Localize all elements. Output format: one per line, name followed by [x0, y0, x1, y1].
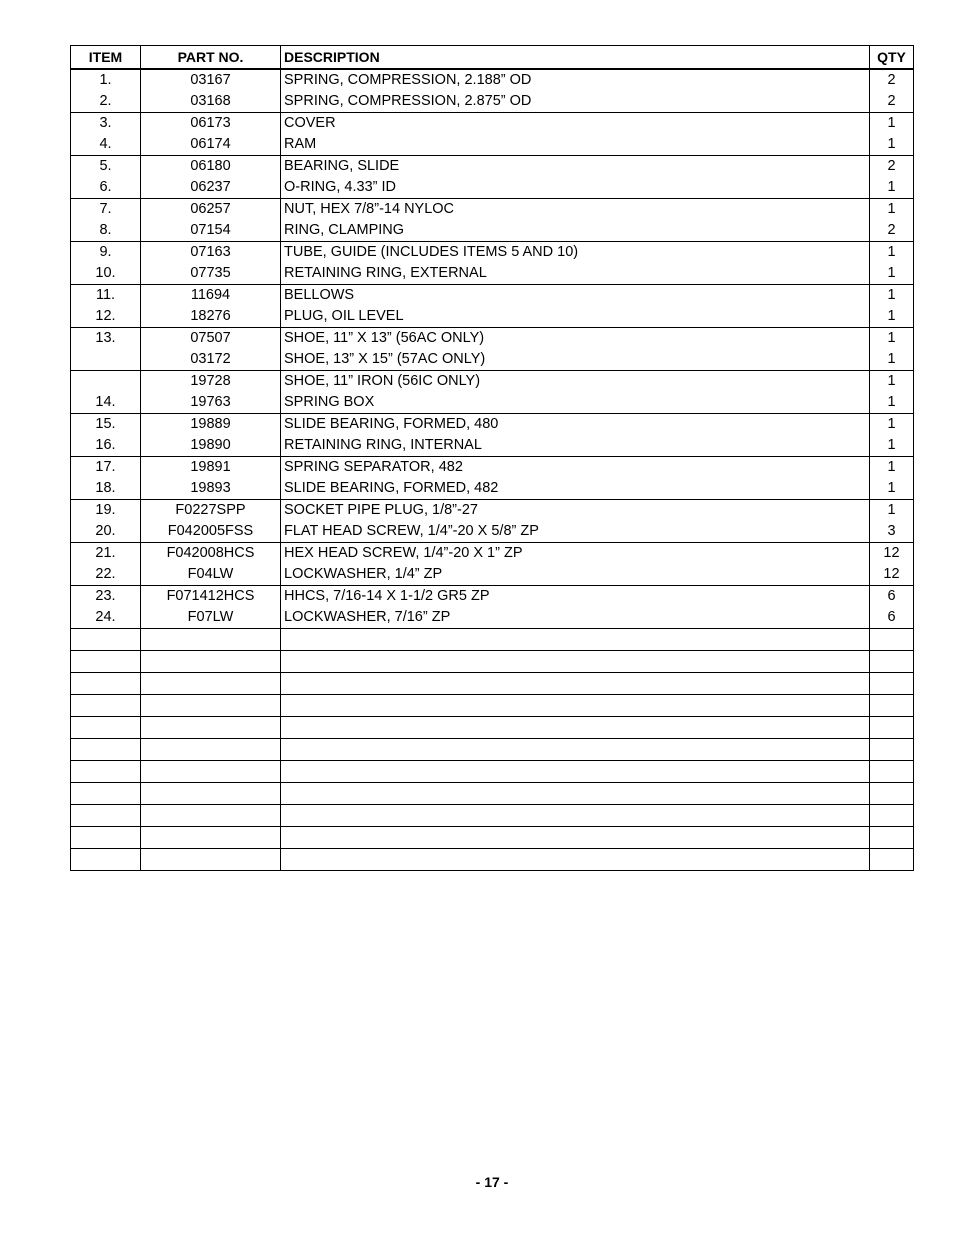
cell-item: 20. — [71, 521, 141, 543]
table-row — [71, 435, 914, 457]
cell-qty: 6 — [870, 586, 914, 608]
cell-qty: 1 — [870, 328, 914, 350]
blank-row — [71, 717, 914, 739]
table-row — [71, 586, 914, 608]
cell-qty: 2 — [870, 91, 914, 113]
cell-item: 6. — [71, 177, 141, 199]
cell-qty: 1 — [870, 242, 914, 264]
blank-row — [71, 695, 914, 717]
cell-part-no: 06180 — [141, 156, 281, 178]
blank-cell-part-no — [141, 695, 281, 717]
column-header-part-no: PART NO. — [141, 46, 281, 70]
cell-qty: 2 — [870, 69, 914, 91]
blank-cell-item — [71, 827, 141, 849]
cell-description: RETAINING RING, EXTERNAL — [281, 263, 870, 285]
blank-row — [71, 849, 914, 871]
blank-cell-description — [281, 783, 870, 805]
cell-qty: 1 — [870, 199, 914, 221]
table-row — [71, 134, 914, 156]
cell-qty: 1 — [870, 306, 914, 328]
table-row — [71, 414, 914, 436]
cell-part-no: 06174 — [141, 134, 281, 156]
cell-description: TUBE, GUIDE (INCLUDES ITEMS 5 AND 10) — [281, 242, 870, 264]
cell-description: BEARING, SLIDE — [281, 156, 870, 178]
cell-qty: 2 — [870, 220, 914, 242]
blank-cell-qty — [870, 739, 914, 761]
cell-part-no: 07163 — [141, 242, 281, 264]
blank-cell-part-no — [141, 783, 281, 805]
blank-cell-part-no — [141, 717, 281, 739]
cell-description: FLAT HEAD SCREW, 1/4”-20 X 5/8” ZP — [281, 521, 870, 543]
blank-cell-part-no — [141, 827, 281, 849]
blank-row — [71, 761, 914, 783]
blank-row — [71, 673, 914, 695]
blank-row — [71, 651, 914, 673]
cell-part-no: 19891 — [141, 457, 281, 479]
cell-item: 11. — [71, 285, 141, 307]
cell-part-no: 19890 — [141, 435, 281, 457]
cell-part-no: F04LW — [141, 564, 281, 586]
blank-cell-qty — [870, 695, 914, 717]
cell-description: HHCS, 7/16-14 X 1-1/2 GR5 ZP — [281, 586, 870, 608]
cell-qty: 1 — [870, 478, 914, 500]
cell-description: LOCKWASHER, 7/16” ZP — [281, 607, 870, 629]
blank-row — [71, 805, 914, 827]
blank-cell-item — [71, 651, 141, 673]
blank-cell-item — [71, 849, 141, 871]
cell-item: 17. — [71, 457, 141, 479]
table-row — [71, 306, 914, 328]
cell-qty: 1 — [870, 349, 914, 371]
cell-description: SHOE, 11” X 13” (56AC ONLY) — [281, 328, 870, 350]
table-row — [71, 177, 914, 199]
blank-cell-part-no — [141, 761, 281, 783]
column-header-item: ITEM — [71, 46, 141, 70]
cell-item: 4. — [71, 134, 141, 156]
column-header-qty: QTY — [870, 46, 914, 70]
table-row — [71, 242, 914, 264]
table-row — [71, 349, 914, 371]
blank-cell-description — [281, 827, 870, 849]
blank-cell-qty — [870, 783, 914, 805]
blank-cell-qty — [870, 849, 914, 871]
table-row — [71, 543, 914, 565]
table-row — [71, 478, 914, 500]
blank-cell-description — [281, 673, 870, 695]
blank-cell-part-no — [141, 651, 281, 673]
cell-item: 13. — [71, 328, 141, 350]
cell-part-no: F07LW — [141, 607, 281, 629]
blank-cell-item — [71, 783, 141, 805]
table-row — [71, 564, 914, 586]
blank-cell-description — [281, 651, 870, 673]
table-row — [71, 328, 914, 350]
cell-item: 9. — [71, 242, 141, 264]
cell-qty: 1 — [870, 457, 914, 479]
cell-part-no: 19728 — [141, 371, 281, 393]
blank-cell-description — [281, 739, 870, 761]
table-row — [71, 220, 914, 242]
cell-qty: 1 — [870, 113, 914, 135]
blank-cell-qty — [870, 673, 914, 695]
cell-qty: 1 — [870, 285, 914, 307]
cell-qty: 1 — [870, 263, 914, 285]
blank-cell-part-no — [141, 849, 281, 871]
cell-qty: 2 — [870, 156, 914, 178]
blank-cell-qty — [870, 761, 914, 783]
cell-item: 18. — [71, 478, 141, 500]
parts-list-table — [70, 45, 914, 871]
blank-cell-qty — [870, 629, 914, 651]
table-row — [71, 500, 914, 522]
header-row — [71, 46, 914, 70]
table-row — [71, 392, 914, 414]
table-row — [71, 457, 914, 479]
cell-description: O-RING, 4.33” ID — [281, 177, 870, 199]
blank-cell-description — [281, 849, 870, 871]
blank-cell-qty — [870, 717, 914, 739]
cell-description: SPRING, COMPRESSION, 2.875” OD — [281, 91, 870, 113]
blank-cell-qty — [870, 651, 914, 673]
blank-cell-item — [71, 761, 141, 783]
blank-cell-item — [71, 695, 141, 717]
cell-part-no: 03167 — [141, 69, 281, 91]
table-row — [71, 199, 914, 221]
blank-cell-description — [281, 805, 870, 827]
cell-description: BELLOWS — [281, 285, 870, 307]
cell-description: SHOE, 11” IRON (56IC ONLY) — [281, 371, 870, 393]
cell-item — [71, 349, 141, 371]
cell-qty: 1 — [870, 177, 914, 199]
cell-part-no: 06237 — [141, 177, 281, 199]
cell-part-no: 03172 — [141, 349, 281, 371]
cell-qty: 1 — [870, 392, 914, 414]
table-header — [71, 46, 914, 70]
blank-cell-item — [71, 717, 141, 739]
cell-item: 22. — [71, 564, 141, 586]
cell-qty: 3 — [870, 521, 914, 543]
cell-description: LOCKWASHER, 1/4” ZP — [281, 564, 870, 586]
cell-description: SLIDE BEARING, FORMED, 482 — [281, 478, 870, 500]
table-row — [71, 263, 914, 285]
blank-cell-item — [71, 739, 141, 761]
cell-part-no: 19889 — [141, 414, 281, 436]
cell-part-no: 18276 — [141, 306, 281, 328]
blank-cell-item — [71, 805, 141, 827]
cell-qty: 1 — [870, 414, 914, 436]
blank-row — [71, 827, 914, 849]
cell-part-no: F042008HCS — [141, 543, 281, 565]
cell-description: SPRING, COMPRESSION, 2.188” OD — [281, 69, 870, 91]
cell-part-no: F0227SPP — [141, 500, 281, 522]
blank-row — [71, 739, 914, 761]
cell-qty: 1 — [870, 134, 914, 156]
table-body — [71, 69, 914, 871]
table-row — [71, 113, 914, 135]
page-number: - 17 - — [475, 1174, 509, 1190]
blank-cell-part-no — [141, 739, 281, 761]
cell-part-no: 03168 — [141, 91, 281, 113]
cell-description: RETAINING RING, INTERNAL — [281, 435, 870, 457]
cell-part-no: F071412HCS — [141, 586, 281, 608]
cell-part-no: 06257 — [141, 199, 281, 221]
cell-item: 5. — [71, 156, 141, 178]
cell-description: SHOE, 13” X 15” (57AC ONLY) — [281, 349, 870, 371]
blank-row — [71, 629, 914, 651]
cell-description: SOCKET PIPE PLUG, 1/8”-27 — [281, 500, 870, 522]
cell-description: COVER — [281, 113, 870, 135]
cell-qty: 1 — [870, 371, 914, 393]
table-row — [71, 285, 914, 307]
blank-cell-part-no — [141, 805, 281, 827]
cell-part-no: 11694 — [141, 285, 281, 307]
cell-qty: 6 — [870, 607, 914, 629]
blank-cell-description — [281, 761, 870, 783]
table-row — [71, 91, 914, 113]
blank-cell-qty — [870, 827, 914, 849]
cell-item: 7. — [71, 199, 141, 221]
cell-item: 2. — [71, 91, 141, 113]
cell-part-no: 07507 — [141, 328, 281, 350]
cell-item: 12. — [71, 306, 141, 328]
cell-description: PLUG, OIL LEVEL — [281, 306, 870, 328]
cell-description: RING, CLAMPING — [281, 220, 870, 242]
cell-item: 1. — [71, 69, 141, 91]
table-row — [71, 607, 914, 629]
blank-cell-item — [71, 629, 141, 651]
cell-item: 21. — [71, 543, 141, 565]
cell-part-no: 07735 — [141, 263, 281, 285]
cell-item: 15. — [71, 414, 141, 436]
cell-description: SPRING BOX — [281, 392, 870, 414]
blank-cell-description — [281, 695, 870, 717]
blank-cell-description — [281, 717, 870, 739]
cell-item: 24. — [71, 607, 141, 629]
cell-description: HEX HEAD SCREW, 1/4”-20 X 1” ZP — [281, 543, 870, 565]
blank-cell-part-no — [141, 629, 281, 651]
cell-part-no: F042005FSS — [141, 521, 281, 543]
blank-row — [71, 783, 914, 805]
cell-part-no: 07154 — [141, 220, 281, 242]
cell-qty: 12 — [870, 564, 914, 586]
cell-item: 14. — [71, 392, 141, 414]
cell-item: 3. — [71, 113, 141, 135]
cell-item: 19. — [71, 500, 141, 522]
cell-description: SLIDE BEARING, FORMED, 480 — [281, 414, 870, 436]
cell-description: NUT, HEX 7/8”-14 NYLOC — [281, 199, 870, 221]
table-row — [71, 371, 914, 393]
cell-qty: 12 — [870, 543, 914, 565]
blank-cell-description — [281, 629, 870, 651]
cell-description: SPRING SEPARATOR, 482 — [281, 457, 870, 479]
blank-cell-item — [71, 673, 141, 695]
cell-description: RAM — [281, 134, 870, 156]
cell-item: 10. — [71, 263, 141, 285]
cell-part-no: 19893 — [141, 478, 281, 500]
table-row — [71, 521, 914, 543]
column-header-description: DESCRIPTION — [281, 46, 870, 70]
blank-cell-part-no — [141, 673, 281, 695]
cell-part-no: 19763 — [141, 392, 281, 414]
table-row — [71, 156, 914, 178]
cell-item: 23. — [71, 586, 141, 608]
cell-qty: 1 — [870, 500, 914, 522]
blank-cell-qty — [870, 805, 914, 827]
cell-qty: 1 — [870, 435, 914, 457]
cell-item: 8. — [71, 220, 141, 242]
cell-item: 16. — [71, 435, 141, 457]
table-row — [71, 69, 914, 91]
cell-part-no: 06173 — [141, 113, 281, 135]
cell-item — [71, 371, 141, 393]
